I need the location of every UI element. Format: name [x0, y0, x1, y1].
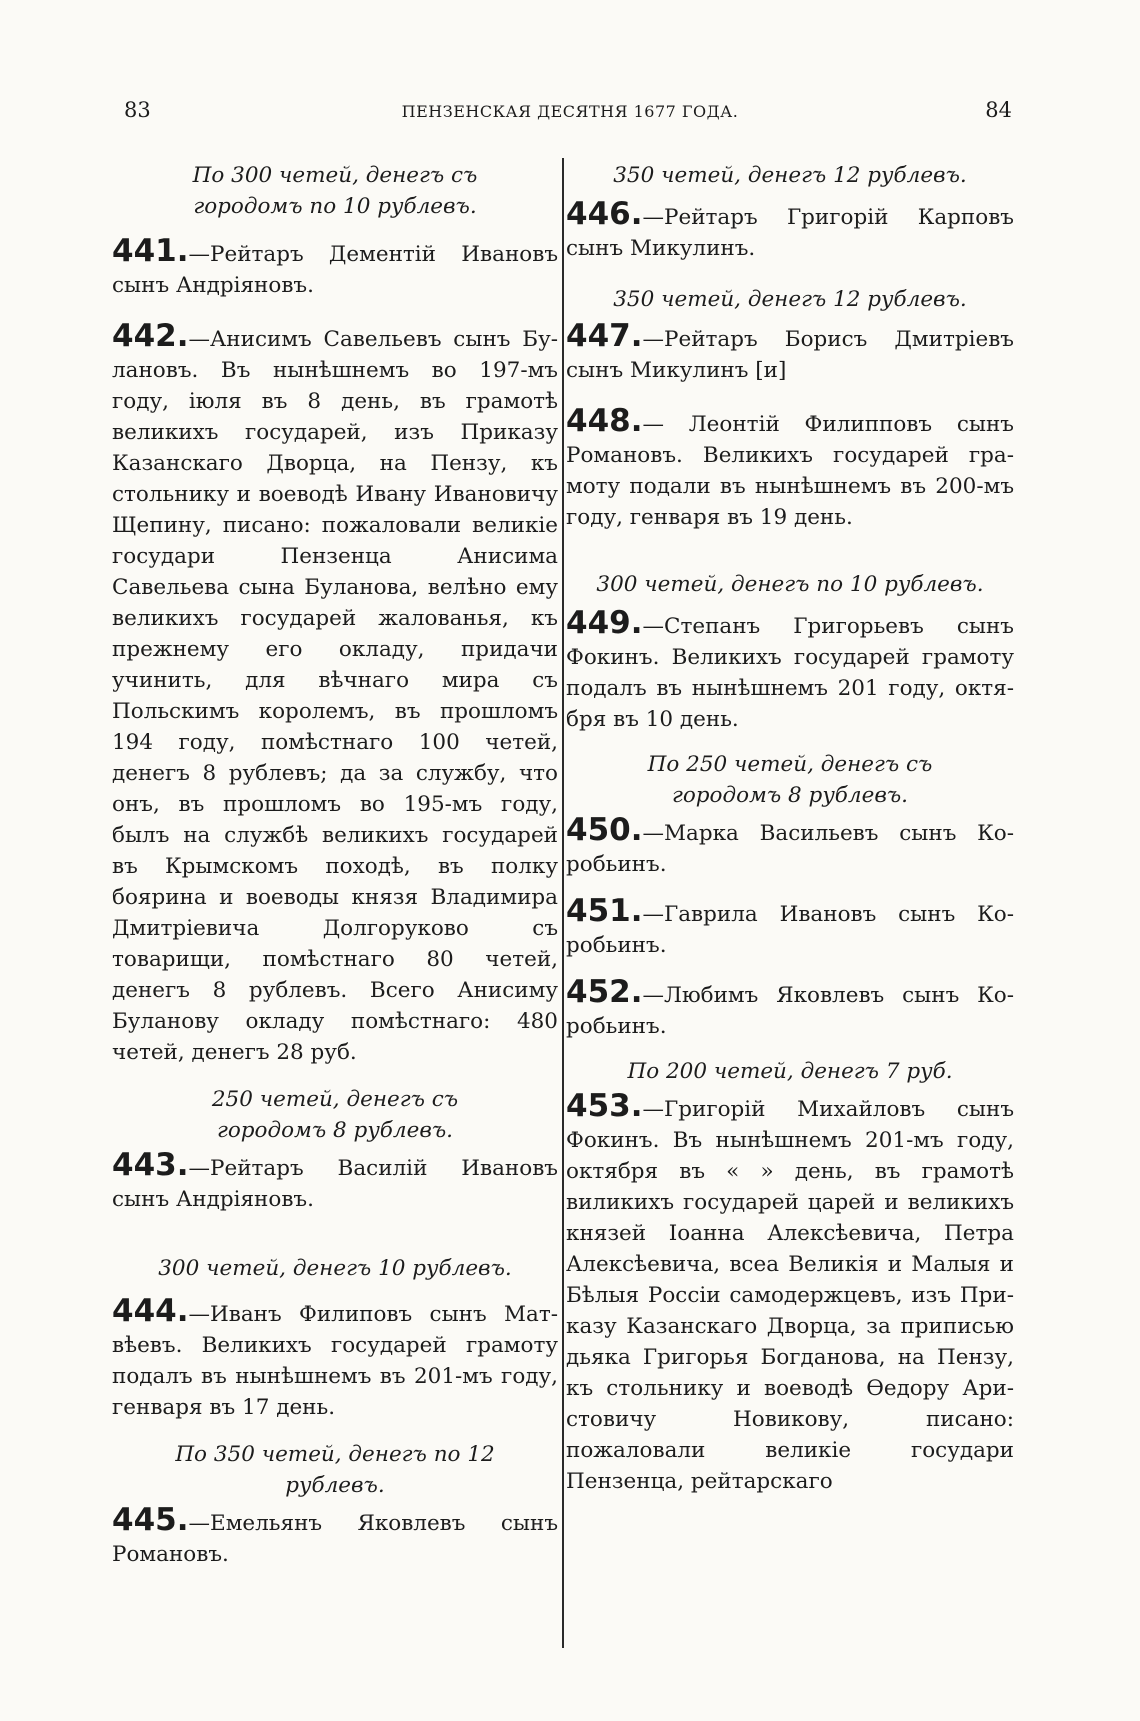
entry-text: —Рейтаръ Борисъ Дмитріевъ сынъ Микулинъ [и]	[566, 327, 1014, 383]
entry-number: 445.	[112, 1502, 189, 1538]
entry-text: —Григорій Михайловъ сынъ Фокинъ. Въ нынѣшнемъ 201-мъ году, октября въ « » день, въ грамотѣ виликихъ государей царей и великихъ князей Іоанна Алексѣевича, Петра Алексѣевича, всеа Великія и Малыя и Бѣлыя Россіи самодержцевъ, изъ Приказу Казанскаго Дворца, за приписью дьяка Григорья Богданова, на Пензу, къ стольнику и воеводѣ Ѳедору Аристовичу Новикову, писано: пожаловали великіе государи Пензенца, рейтарскаго	[566, 1097, 1014, 1494]
section-heading: 350 четей, денегъ 12 рублевъ.	[613, 287, 967, 312]
entry-text: —Марка Васильевъ сынъ Коробьинъ.	[566, 821, 1014, 877]
page-number-right: 84	[985, 98, 1012, 122]
entry-number: 442.	[112, 318, 189, 354]
entry-448	[566, 403, 1014, 533]
entry-443	[112, 1147, 558, 1215]
entry-text: —Гаврила Ивановъ сынъ Коробьинъ.	[566, 902, 1014, 958]
entry-number: 451.	[566, 893, 643, 929]
column-divider	[562, 158, 564, 1648]
entry-number: 446.	[566, 196, 643, 232]
entry-442	[112, 318, 558, 1068]
entry-446	[566, 196, 1014, 264]
section-heading: 250 четей, денегъ съ городомъ 8 рублевъ.	[211, 1087, 459, 1143]
entry-number: 448.	[566, 403, 643, 439]
entry-number: 447.	[566, 318, 643, 354]
entry-text: —Иванъ Филиповъ сынъ Матвѣевъ. Великихъ государей грамоту подалъ въ нынѣшнемъ въ 201-мъ году, генваря въ 17 день.	[112, 1302, 558, 1420]
entry-444	[112, 1293, 558, 1423]
right-column	[566, 160, 1014, 1497]
entry-text: —Рейтаръ Василій Ивановъ сынъ Андріяновъ.	[112, 1156, 558, 1212]
section-heading: 300 четей, денегъ по 10 рублевъ.	[596, 572, 984, 597]
entry-text: —Емельянъ Яковлевъ сынъ Романовъ.	[112, 1511, 558, 1567]
entry-451	[566, 893, 1014, 961]
entry-number: 452.	[566, 974, 643, 1010]
section-heading: По 200 четей, денегъ 7 руб.	[627, 1059, 953, 1084]
entry-449	[566, 605, 1014, 735]
entry-453	[566, 1088, 1014, 1497]
entry-text: —Анисимъ Савельевъ сынъ Булановъ. Въ нынѣшнемъ во 197-мъ году, іюля въ 8 день, въ грамотѣ великихъ государей, изъ Приказу Казанскаго Дворца, на Пензу, къ стольнику и воеводѣ Ивану Ивановичу Щепину, писано: пожаловали великіе государи Пензенца Анисима Савельева сына Буланова, велѣно ему великихъ государей жалованья, къ прежнему его окладу, придачи учинить, для вѣчнаго мира съ Польскимъ королемъ, въ прошломъ 194 году, помѣстнаго 100 четей, денегъ 8 рублевъ; да за службу, что онъ, въ прошломъ во 195-мъ году, былъ на службѣ великихъ государей въ Крымскомъ походѣ, въ полку боярина и воеводы князя Владимира Дмитріевича Долгоруково съ товарищи, помѣстнаго 80 четей, денегъ 8 рублевъ. Всего Анисиму Буланову окладу помѣстнаго: 480 четей, денегъ 28 руб.	[112, 327, 558, 1065]
section-heading: 300 четей, денегъ 10 рублевъ.	[158, 1256, 512, 1281]
entry-450	[566, 812, 1014, 880]
entry-text: — Леонтій Филипповъ сынъ Романовъ. Великихъ государей грамоту подали въ нынѣшнемъ въ 200-мъ году, генваря въ 19 день.	[566, 412, 1014, 530]
section-heading: 350 четей, денегъ 12 рублевъ.	[613, 163, 967, 188]
section-heading: По 300 четей, денегъ съ городомъ по 10 рублевъ.	[192, 163, 478, 219]
entry-number: 443.	[112, 1147, 189, 1183]
entry-text: —Степанъ Григорьевъ сынъ Фокинъ. Великихъ государей грамоту подалъ въ нынѣшнемъ 201 году, октября въ 10 день.	[566, 614, 1014, 732]
entry-445	[112, 1502, 558, 1570]
entry-number: 449.	[566, 605, 643, 641]
left-column	[112, 160, 558, 1570]
entry-number: 441.	[112, 233, 189, 269]
entry-text: —Рейтаръ Дементій Ивановъ сынъ Андріяновъ.	[112, 242, 558, 298]
entry-text: —Рейтаръ Григорій Карповъ сынъ Микулинъ.	[566, 205, 1014, 261]
page-number-left: 83	[124, 98, 151, 122]
entry-text: —Любимъ Яковлевъ сынъ Коробьинъ.	[566, 983, 1014, 1039]
section-heading: По 250 четей, денегъ съ городомъ 8 рублевъ.	[647, 752, 933, 808]
entry-number: 444.	[112, 1293, 189, 1329]
running-header: ПЕНЗЕНСКАЯ ДЕСЯТНЯ 1677 ГОДА.	[401, 102, 739, 121]
entry-number: 450.	[566, 812, 643, 848]
section-heading: По 350 четей, денегъ по 12 рублевъ.	[175, 1442, 495, 1498]
entry-441	[112, 233, 558, 301]
entry-447	[566, 318, 1014, 386]
entry-number: 453.	[566, 1088, 643, 1124]
entry-452	[566, 974, 1014, 1042]
